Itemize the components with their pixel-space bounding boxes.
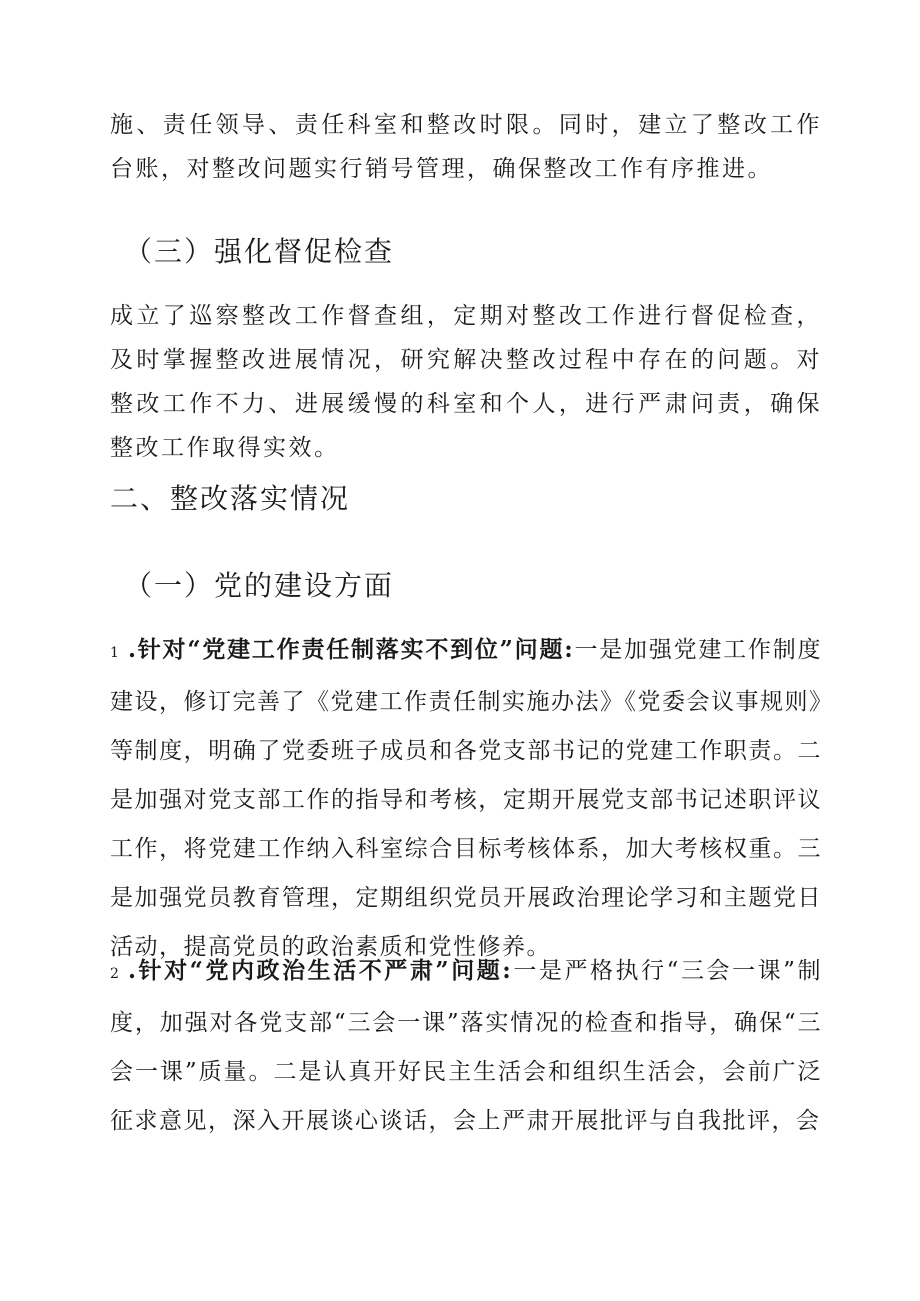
item-number: 1	[110, 645, 119, 661]
item-lead: .针对“党内政治生活不严肃”问题:	[128, 957, 513, 984]
item-number: 2	[110, 966, 119, 982]
heading-party-building: （一）党的建设方面	[124, 569, 395, 602]
item-body: 一是加强党建工作制度建设，修订完善了《党建工作责任制实施办法》《党委会议事规则》等制度，明确了党委班子成员和各党支部书记的党建工作职责。二是加强对党支部工作的指导和考核，定期开展党支部书记述职评议工作，将党建工作纳入科室综合目标考核体系，加大考核权重。三是加强党员教育管理，定期组织党员开展政治理论学习和主题党日活动，提高党员的政治素质和党性修养。	[110, 637, 822, 960]
list-item	[110, 946, 822, 1146]
list-item	[110, 625, 822, 972]
heading-rectification-status: 二、整改落实情况	[110, 482, 351, 515]
paragraph-supervision: 成立了巡察整改工作督查组，定期对整改工作进行督促检查，及时掌握整改进展情况，研究解决整改过程中存在的问题。对整改工作不力、进展缓慢的科室和个人，进行严肃问责，确保整改工作取得实效。	[110, 303, 822, 461]
item-lead: .针对“党建工作责任制落实不到位”问题:	[128, 636, 575, 663]
heading-strengthen-supervision: （三）强化督促检查	[124, 235, 395, 268]
paragraph-intro: 施、责任领导、责任科室和整改时限。同时，建立了整改工作台账，对整改问题实行销号管理，确保整改工作有序推进。	[110, 112, 822, 182]
item-body: 一是严格执行“三会一课”制度，加强对各党支部“三会一课”落实情况的检查和指导，确保“三会一课”质量。二是认真开好民主生活会和组织生活会，会前广泛征求意见，深入开展谈心谈话，会上严肃开展批评与自我批评，会	[110, 958, 822, 1134]
